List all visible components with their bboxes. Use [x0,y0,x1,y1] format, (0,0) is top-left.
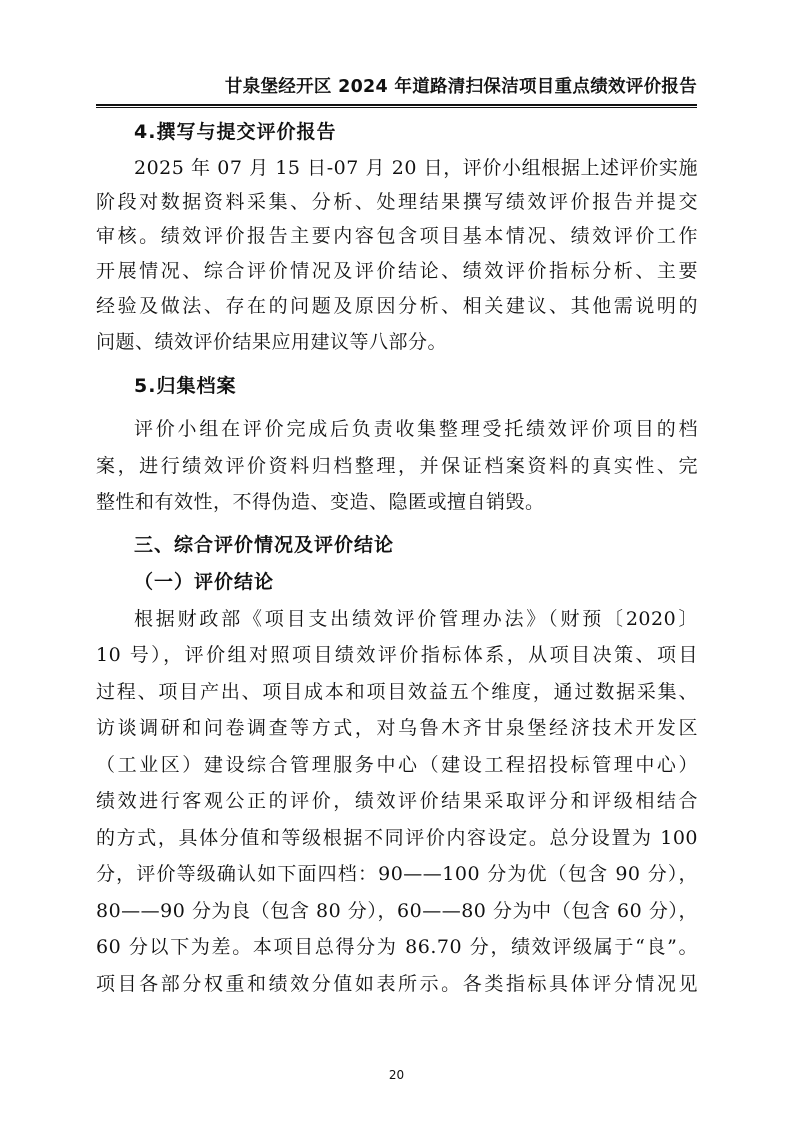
paragraph-line: 访谈调研和问卷调查等方式，对乌鲁木齐甘泉堡经济技术开发区 [96,717,698,739]
paragraph-line: 分，评价等级确认如下面四档：90——100 分为优（包含 90 分）， [96,863,698,885]
paragraph-line: 60 分以下为差。本项目总得分为 86.70 分，绩效评级属于“良”。 [96,936,698,958]
paragraph-line: 案，进行绩效评价资料归档整理，并保证档案资料的真实性、完 [96,455,698,477]
paragraph-line: 2025 年 07 月 15 日-07 月 20 日，评价小组根据上述评价实施 [134,157,698,179]
paragraph-line: 过程、项目产出、项目成本和项目效益五个维度，通过数据采集、 [96,681,698,703]
header-rule [96,107,697,108]
paragraph-line: 根据财政部《项目支出绩效评价管理办法》（财预〔2020〕 [134,608,698,630]
paragraph-line: 评价小组在评价完成后负责收集整理受托绩效评价项目的档 [134,418,698,440]
paragraph-line: 的方式，具体分值和等级根据不同评价内容设定。总分设置为 100 [96,827,698,849]
paragraph-line: （工业区）建设综合管理服务中心（建设工程招投标管理中心） [96,754,698,776]
subsection-heading: （一）评价结论 [134,571,275,593]
section-heading-5: 5.归集档案 [134,375,237,397]
paragraph-line: 问题、绩效评价结果应用建议等八部分。 [96,331,448,353]
header-title: 甘泉堡经开区 2024 年道路清扫保洁项目重点绩效评价报告 [224,77,697,97]
paragraph-line: 项目各部分权重和绩效分值如表所示。各类指标具体评分情况见 [96,973,698,995]
paragraph-line: 整性和有效性，不得伪造、变造、隐匿或擅自销毁。 [96,491,545,513]
paragraph-line: 审核。绩效评价报告主要内容包含项目基本情况、绩效评价工作 [96,225,698,247]
section-heading-3: 三、综合评价情况及评价结论 [134,534,395,556]
section-heading-4: 4.撰写与提交评价报告 [134,121,337,143]
paragraph-line: 开展情况、综合评价情况及评价结论、绩效评价指标分析、主要 [96,260,698,282]
paragraph-line: 经验及做法、存在的问题及原因分析、相关建议、其他需说明的 [96,295,698,317]
paragraph-line: 10 号），评价组对照项目绩效评价指标体系，从项目决策、项目 [96,644,698,666]
page-header [96,70,697,106]
paragraph-line: 80——90 分为良（包含 80 分），60——80 分为中（包含 60 分）， [96,900,698,922]
paragraph-line: 阶段对数据资料采集、分析、处理结果撰写绩效评价报告并提交 [96,191,698,213]
paragraph-line: 绩效进行客观公正的评价，绩效评价结果采取评分和评级相结合 [96,790,698,812]
page-number: 20 [388,1068,405,1082]
